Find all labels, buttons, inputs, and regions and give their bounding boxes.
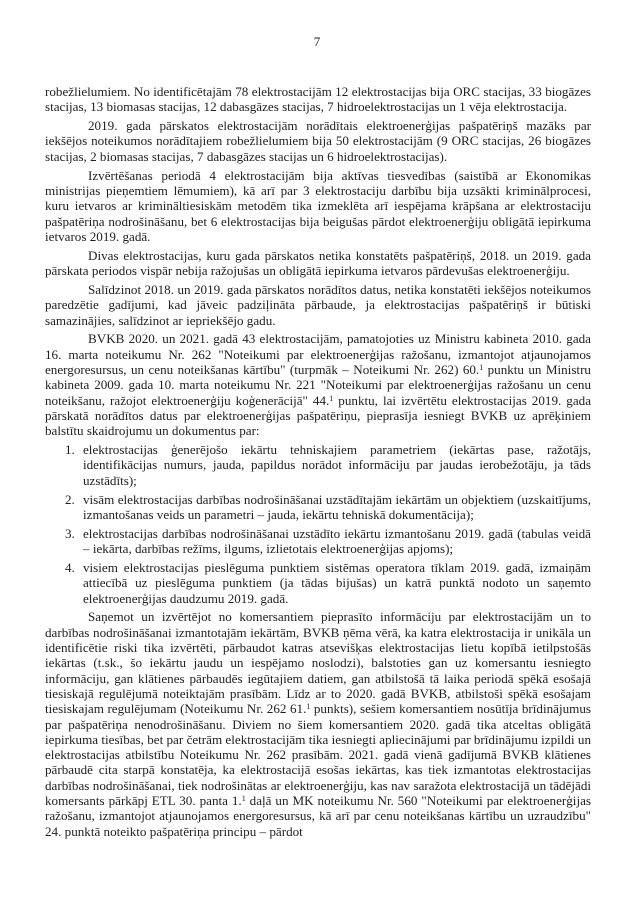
- list-number: 4.: [65, 559, 75, 575]
- paragraph-self-consumption-2019: 2019. gada pārskatos elektrostacijām norādītais elektroenerģijas pašpatēriņš mazāks par iekšējos noteikumos norādītajiem robežlielumiem bija 50 elektrostacijām (9 ORC stacijas, 26 biogāzes stacijas, 2 biomasas stacijas, 7 dabasgāzes stacijas un 6 hidroelektrostacijas).: [45, 118, 591, 164]
- paragraph-two-stations: Divas elektrostacijas, kuru gada pārskatos netika konstatēts pašpatēriņš, 2018. un 2019. gada pārskata periodos vispār nebija ražojušas un obligātā iepirkuma ietvaros pārdevušas elektroenerģiju.: [45, 247, 591, 279]
- list-item-text: visiem elektrostacijas pieslēguma punktiem sistēmas operatora tīklam 2019. gadā, izmaiņām attiecībā uz pieslēguma punktiem (ja tādas bijušas) un katrā punktā nodoto un saņemto elektroenerģijas daudzumu 2019. gadā.: [83, 559, 591, 606]
- list-item: [45, 560, 591, 606]
- superscript: 1: [241, 794, 246, 803]
- paragraph-text: punkts), sešiem komersantiem nosūtīja brīdinājumus par pašpatēriņa nenodrošināšanu. Diviem no šiem komersantiem 2020. gadā tika atceltas obligātā iepirkuma tiesības, bet par četrām elektrostacijām tika iesniegti apliecinājumi par brīdinājumu izpildi un elektrostacijas atbilstību Noteikumu Nr. 262 prasībām. 2021. gadā vienā gadījumā BVKB klātienes pārbaudē cita starpā konstatēja, ka elektrostacijā esošas iekārtas, kas tiek izmantotas elektrostacijas darbības nodrošināšanai, tiek nodrošinātas ar elektroenerģiju, kas nav saražota elektrostacijā un tādējādi komersants pārkāpj ETL 30. panta 1.: [45, 701, 591, 808]
- paragraph-comparison: Salīdzinot 2018. un 2019. gada pārskatos norādītos datus, netika konstatēti iekšējos noteikumos paredzētie gadījumi, kad jāveic padziļināta pārbaude, ja elektrostacijas pašpatēriņš ir būtiski samazinājies, salīdzinot ar iepriekšējo gadu.: [45, 281, 591, 328]
- paragraph-bvkb-request: [45, 331, 591, 438]
- paragraph-evaluation-period: Izvērtēšanas periodā 4 elektrostacijām bija aktīvas tiesvedības (saistībā ar Ekonomikas ministrijas pieņemtiem lēmumiem), kā arī par 3 elektrostaciju darbību bija uzsākti kriminālprocesi, kuru ietvaros ar krimināltiesiskām metodēm tika izmeklēta arī iespējama krāpšana ar elektrostaciju pašpatēriņa nodrošināšanu, bet 6 elektrostacijas bija beigušas pārdot elektroenerģiju obligātā iepirkuma ietvaros 2019. gadā.: [45, 167, 591, 244]
- paragraph-text: daļā un MK noteikumu Nr. 560 "Noteikumi par elektroenerģijas ražošanu, izmantojot atjaunojamos energoresursus, kā arī par cenu noteikšanas kārtību un uzraudzību" 24. punktā noteikto pašpatēriņa principu – pārdot: [45, 793, 591, 839]
- superscript: 1: [306, 702, 311, 712]
- page-number: 7: [313, 34, 321, 49]
- list-item-text: elektrostacijas darbības nodrošināšanai uzstādīto iekārtu izmantošanu 2019. gadā (tabulas veidā – iekārta, darbības režīms, ilgums, izlietotais elektroenerģijas apjoms);: [83, 525, 591, 557]
- paragraph-evaluation-results: [45, 609, 591, 838]
- list-number: 2.: [65, 491, 75, 507]
- list-item: [45, 526, 591, 557]
- list-number: 1.: [65, 442, 75, 458]
- paragraph-text: punktu un Ministru kabineta 2009. gada 10. marta noteikumu Nr. 221 "Noteikumi par elektroenerģijas ražošanu un cenu noteikšanu, ražojot elektroenerģiju koģenerācijā" 44.: [45, 362, 591, 408]
- paragraph-continuation: robežlielumiem. No identificētajām 78 elektrostacijām 12 elektrostacijas bija ORC stacijas, 33 biogāzes stacijas, 13 biomasas stacijas, 12 dabasgāzes stacijas, 7 hidroelektrostacijas un 1 vēja elektrostacija.: [45, 84, 591, 115]
- document-body: [45, 84, 591, 842]
- list-item-text: visām elektrostacijas darbības nodrošināšanai uzstādītajām iekārtām un objektiem (uzskaitījums, izmantošanas veids un parametri – jauda, iekārtu tehniskā dokumentācija);: [83, 491, 591, 522]
- superscript: 1: [329, 393, 334, 403]
- superscript: 1: [479, 363, 484, 373]
- requested-documents-list: [45, 442, 591, 606]
- list-number: 3.: [65, 525, 75, 541]
- paragraph-text: BVKB 2020. un 2021. gadā 43 elektrostacijām, pamatojoties uz Ministru kabineta 2010. gada 16. marta noteikumu Nr. 262 "Noteikumi par elektroenerģijas ražošanu, izmantojot atjaunojamos energoresursus, un cenu noteikšanas kārtību" (turpmāk – Noteikumi Nr. 262) 60.: [45, 331, 591, 378]
- list-item: [45, 492, 591, 523]
- list-item: [45, 442, 591, 488]
- paragraph-text: Saņemot un izvērtējot no komersantiem pieprasīto informāciju par elektrostacijām un to darbības nodrošināšanai izmantotajām iekārtām, BVKB ņēma vērā, ka katra elektrostacija ir unikāla un identificētie riski tika izvērtēti, pārbaudot katras atsevišķas elektrostacijas lietu kopībā ietilpstošās iekārtas (t.sk., šo iekārtu jaudu un iespējamo noslodzi), balstoties gan uz komersantu iesniegto informāciju, gan klātienes pārbaudēs iegūtajiem datiem, gan atbilstošā tā laika periodā spēkā esošajā tiesiskajā regulējumā noteiktajām prasībām. Līdz ar to 2020. gadā BVKB, atbilstoši spēkā esošajam tiesiskajam regulējumam (Noteikumu Nr. 262 61.: [45, 609, 591, 717]
- list-item-text: elektrostacijas ģenerējošo iekārtu tehniskajiem parametriem (iekārtas pase, ražotājs, identifikācijas numurs, jauda, papildus norādot informāciju par jaudas ierobežotāju, ja tāds uzstādīts);: [83, 442, 591, 488]
- paragraph-text: punktu, lai izvērtētu elektrostacijas 2019. gada pārskatā norādītos datus par elektroenerģijas pašpatēriņu, pieprasīja iesniegt BVKB uz aprēķiniem balstītu skaidrojumu un dokumentus par:: [45, 392, 591, 439]
